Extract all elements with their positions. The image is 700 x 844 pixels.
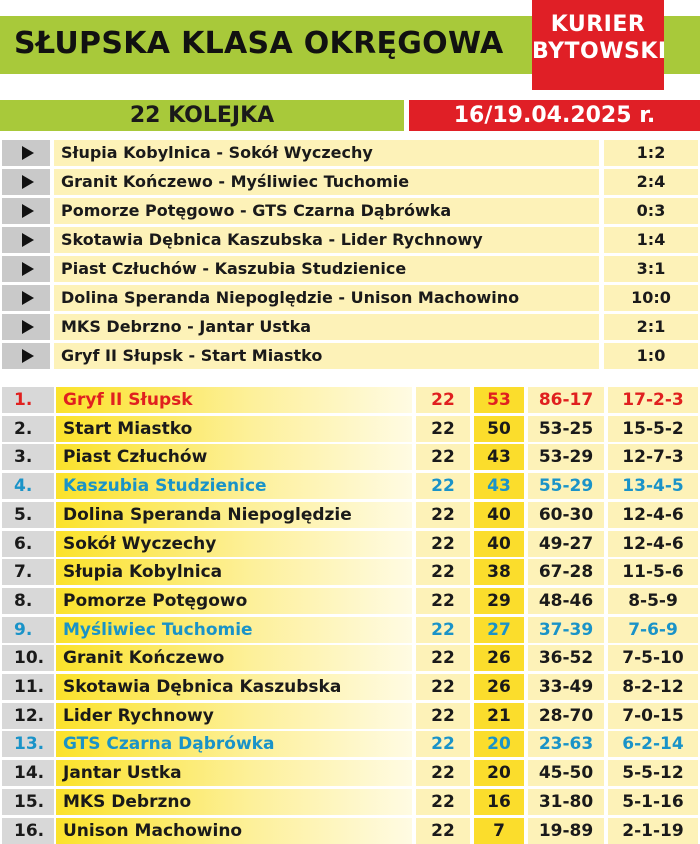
goals-cell: 19-89 [528, 818, 604, 844]
match-row [0, 227, 700, 253]
play-arrow-icon [2, 343, 50, 369]
goals-cell: 28-70 [528, 703, 604, 729]
goals-cell: 86-17 [528, 387, 604, 413]
goals-cell: 55-29 [528, 473, 604, 499]
goals-cell: 37-39 [528, 617, 604, 643]
play-arrow-icon [2, 169, 50, 195]
wdl-cell: 12-7-3 [608, 444, 698, 470]
goals-cell: 33-49 [528, 674, 604, 700]
points-cell: 26 [474, 674, 524, 700]
table-row [0, 416, 700, 442]
logo-line-2: BYTOWSKI [532, 39, 667, 64]
match-score: 1:4 [604, 227, 698, 253]
position-cell: 15. [2, 789, 54, 815]
wdl-cell: 2-1-19 [608, 818, 698, 844]
goals-cell: 49-27 [528, 531, 604, 557]
logo-line-1: KURIER [550, 12, 646, 37]
team-cell: Granit Kończewo [56, 645, 412, 671]
team-cell: Jantar Ustka [56, 760, 412, 786]
match-row [0, 285, 700, 311]
match-score: 3:1 [604, 256, 698, 282]
wdl-cell: 8-2-12 [608, 674, 698, 700]
match-row [0, 343, 700, 369]
team-cell: Sokół Wyczechy [56, 531, 412, 557]
team-cell: GTS Czarna Dąbrówka [56, 731, 412, 757]
position-cell: 14. [2, 760, 54, 786]
matches-played-cell: 22 [416, 760, 470, 786]
team-cell: Lider Rychnowy [56, 703, 412, 729]
table-row [0, 703, 700, 729]
points-cell: 50 [474, 416, 524, 442]
goals-cell: 36-52 [528, 645, 604, 671]
page-title: SŁUPSKA KLASA OKRĘGOWA [14, 26, 504, 61]
round-label: 22 KOLEJKA [0, 100, 404, 131]
match-score: 10:0 [604, 285, 698, 311]
matches-played-cell: 22 [416, 531, 470, 557]
table-row [0, 645, 700, 671]
points-cell: 20 [474, 760, 524, 786]
table-row [0, 617, 700, 643]
match-row [0, 314, 700, 340]
goals-cell: 67-28 [528, 559, 604, 585]
play-arrow-icon [2, 198, 50, 224]
position-cell: 1. [2, 387, 54, 413]
matches-played-cell: 22 [416, 645, 470, 671]
points-cell: 16 [474, 789, 524, 815]
play-arrow-icon [2, 285, 50, 311]
goals-cell: 53-29 [528, 444, 604, 470]
team-cell: Pomorze Potęgowo [56, 588, 412, 614]
points-cell: 29 [474, 588, 524, 614]
match-teams: Gryf II Słupsk - Start Miastko [54, 343, 599, 369]
wdl-cell: 7-0-15 [608, 703, 698, 729]
matches-played-cell: 22 [416, 818, 470, 844]
table-row [0, 502, 700, 528]
team-cell: Myśliwiec Tuchomie [56, 617, 412, 643]
matches-played-cell: 22 [416, 588, 470, 614]
match-teams: Granit Kończewo - Myśliwiec Tuchomie [54, 169, 599, 195]
matches-played-cell: 22 [416, 789, 470, 815]
header [0, 0, 700, 90]
position-cell: 13. [2, 731, 54, 757]
wdl-cell: 15-5-2 [608, 416, 698, 442]
position-cell: 4. [2, 473, 54, 499]
points-cell: 40 [474, 502, 524, 528]
matches-played-cell: 22 [416, 502, 470, 528]
position-cell: 3. [2, 444, 54, 470]
team-cell: Start Miastko [56, 416, 412, 442]
kurier-bytowski-logo [532, 0, 667, 90]
matches-played-cell: 22 [416, 731, 470, 757]
wdl-cell: 5-1-16 [608, 789, 698, 815]
goals-cell: 60-30 [528, 502, 604, 528]
match-row [0, 198, 700, 224]
match-row [0, 140, 700, 166]
table-row [0, 674, 700, 700]
match-score: 1:2 [604, 140, 698, 166]
matches-played-cell: 22 [416, 387, 470, 413]
goals-cell: 45-50 [528, 760, 604, 786]
table-row [0, 760, 700, 786]
goals-cell: 53-25 [528, 416, 604, 442]
points-cell: 20 [474, 731, 524, 757]
table-row [0, 731, 700, 757]
position-cell: 7. [2, 559, 54, 585]
points-cell: 27 [474, 617, 524, 643]
position-cell: 2. [2, 416, 54, 442]
wdl-cell: 8-5-9 [608, 588, 698, 614]
points-cell: 38 [474, 559, 524, 585]
table-row [0, 789, 700, 815]
play-arrow-icon [2, 140, 50, 166]
match-teams: Słupia Kobylnica - Sokół Wyczechy [54, 140, 599, 166]
wdl-cell: 7-6-9 [608, 617, 698, 643]
table-row [0, 387, 700, 413]
play-arrow-icon [2, 314, 50, 340]
matches-played-cell: 22 [416, 674, 470, 700]
match-teams: Skotawia Dębnica Kaszubska - Lider Rychnowy [54, 227, 599, 253]
position-cell: 6. [2, 531, 54, 557]
position-cell: 12. [2, 703, 54, 729]
wdl-cell: 5-5-12 [608, 760, 698, 786]
wdl-cell: 17-2-3 [608, 387, 698, 413]
wdl-cell: 13-4-5 [608, 473, 698, 499]
team-cell: Kaszubia Studzienice [56, 473, 412, 499]
points-cell: 43 [474, 444, 524, 470]
wdl-cell: 6-2-14 [608, 731, 698, 757]
table-row [0, 444, 700, 470]
matches-played-cell: 22 [416, 444, 470, 470]
position-cell: 11. [2, 674, 54, 700]
position-cell: 16. [2, 818, 54, 844]
matches-played-cell: 22 [416, 617, 470, 643]
table-row [0, 531, 700, 557]
match-teams: MKS Debrzno - Jantar Ustka [54, 314, 599, 340]
team-cell: MKS Debrzno [56, 789, 412, 815]
position-cell: 10. [2, 645, 54, 671]
goals-cell: 48-46 [528, 588, 604, 614]
match-score: 2:1 [604, 314, 698, 340]
position-cell: 8. [2, 588, 54, 614]
position-cell: 9. [2, 617, 54, 643]
matches-played-cell: 22 [416, 473, 470, 499]
team-cell: Dolina Speranda Niepoględzie [56, 502, 412, 528]
match-score: 2:4 [604, 169, 698, 195]
match-score: 0:3 [604, 198, 698, 224]
play-arrow-icon [2, 256, 50, 282]
match-teams: Dolina Speranda Niepoględzie - Unison Machowino [54, 285, 599, 311]
goals-cell: 31-80 [528, 789, 604, 815]
match-row [0, 256, 700, 282]
points-cell: 53 [474, 387, 524, 413]
table-row [0, 588, 700, 614]
wdl-cell: 12-4-6 [608, 502, 698, 528]
matches-played-cell: 22 [416, 703, 470, 729]
table-row [0, 818, 700, 844]
round-date: 16/19.04.2025 r. [409, 100, 700, 131]
points-cell: 40 [474, 531, 524, 557]
match-teams: Piast Człuchów - Kaszubia Studzienice [54, 256, 599, 282]
wdl-cell: 12-4-6 [608, 531, 698, 557]
match-teams: Pomorze Potęgowo - GTS Czarna Dąbrówka [54, 198, 599, 224]
team-cell: Unison Machowino [56, 818, 412, 844]
points-cell: 21 [474, 703, 524, 729]
team-cell: Piast Człuchów [56, 444, 412, 470]
team-cell: Gryf II Słupsk [56, 387, 412, 413]
team-cell: Słupia Kobylnica [56, 559, 412, 585]
table-row [0, 559, 700, 585]
play-arrow-icon [2, 227, 50, 253]
matches-played-cell: 22 [416, 559, 470, 585]
goals-cell: 23-63 [528, 731, 604, 757]
team-cell: Skotawia Dębnica Kaszubska [56, 674, 412, 700]
position-cell: 5. [2, 502, 54, 528]
match-score: 1:0 [604, 343, 698, 369]
points-cell: 43 [474, 473, 524, 499]
points-cell: 7 [474, 818, 524, 844]
points-cell: 26 [474, 645, 524, 671]
matches-played-cell: 22 [416, 416, 470, 442]
table-row [0, 473, 700, 499]
wdl-cell: 11-5-6 [608, 559, 698, 585]
match-row [0, 169, 700, 195]
wdl-cell: 7-5-10 [608, 645, 698, 671]
